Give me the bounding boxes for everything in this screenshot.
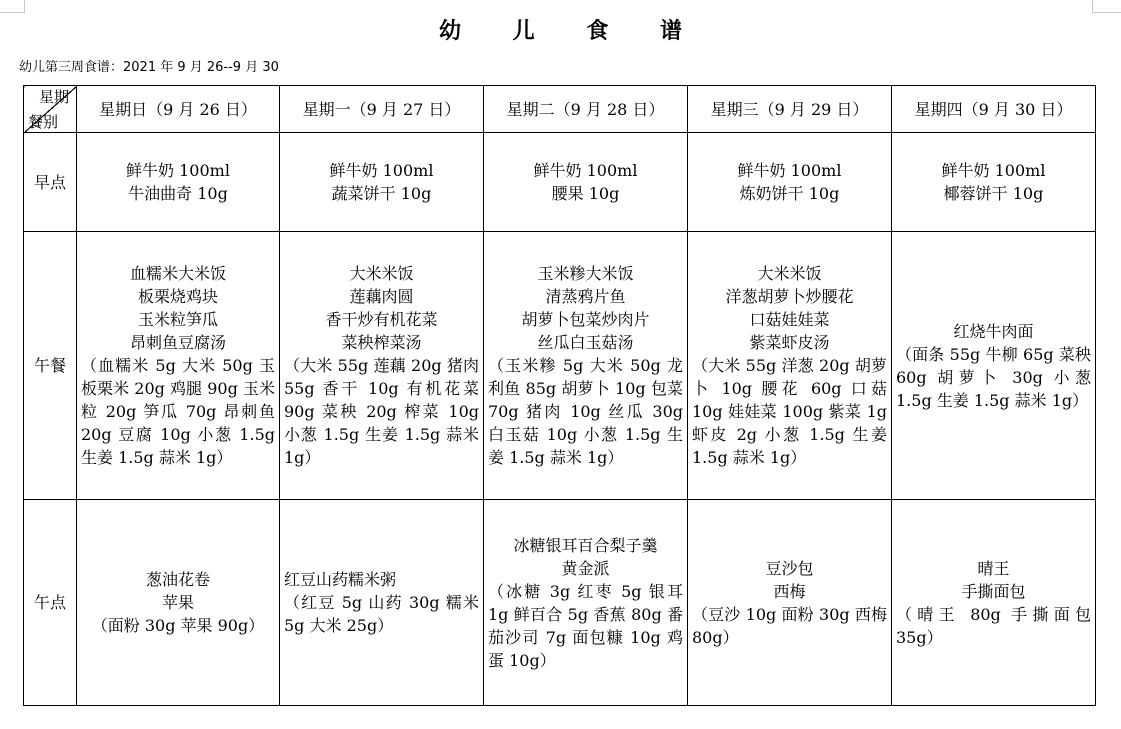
dish-line: 蔬菜饼干 10g: [331, 184, 432, 203]
page-title: 幼 儿 食 谱: [439, 19, 704, 44]
header-row: [24, 86, 1096, 133]
corner-weekday-label: 星期: [38, 88, 69, 106]
dish-line: 晴王: [977, 558, 1010, 578]
dish-line: 清蒸鸦片鱼: [545, 287, 626, 306]
ingredient-detail: （玉米糁 5g 大米 50g 龙利鱼 85g 胡萝卜 10g 包菜 70g 猪肉 10g 丝瓜 30g 白玉菇 10g 小葱 1.5g 生姜 1.5g 蒜米 1g）: [488, 356, 683, 467]
dish-line: 黄金派: [561, 558, 610, 578]
dish-line: 椰蓉饼干 10g: [943, 184, 1044, 203]
meal-label-lunch: 午餐: [24, 232, 77, 500]
menu-cell: [688, 232, 892, 500]
header-corner-cell: [24, 86, 77, 133]
ingredient-detail: （晴王 80g 手撕面包 35g）: [896, 604, 1091, 647]
meal-row-afternoon-snack: [24, 500, 1096, 706]
meal-row-lunch: [24, 232, 1096, 500]
dish-line: 豆沙包: [765, 558, 814, 578]
menu-cell: [484, 133, 688, 232]
menu-cell: [77, 232, 280, 500]
dish-line: 鲜牛奶 100ml: [737, 161, 842, 180]
ingredient-detail: （大米 55g 莲藕 20g 猪肉 55g 香干 10g 有机花菜 90g 菜秧 20g 榨菜 10g 小葱 1.5g 生姜 1.5g 蒜米 1g）: [284, 356, 479, 467]
dish-line: 苹果: [161, 593, 194, 612]
ingredient-detail: （红豆 5g 山药 30g 糯米 5g 大米 25g）: [284, 593, 479, 635]
day-header-thursday: 星期四（9 月 30 日）: [892, 86, 1096, 133]
dish-line: 西梅: [773, 581, 806, 601]
menu-cell: [280, 500, 484, 706]
menu-cell: [688, 500, 892, 706]
day-header-monday: 星期一（9 月 27 日）: [280, 86, 484, 133]
day-header-tuesday: 星期二（9 月 28 日）: [484, 86, 688, 133]
dish-line: 紫菜虾皮汤: [749, 333, 830, 352]
dish-line: 冰糖银耳百合梨子羹: [513, 535, 658, 555]
dish-line: 鲜牛奶 100ml: [941, 161, 1046, 180]
dish-line: 昂刺鱼豆腐汤: [129, 333, 226, 352]
dish-line: 红烧牛肉面: [953, 321, 1034, 341]
menu-cell: [892, 133, 1096, 232]
ingredient-detail: （面粉 30g 苹果 90g）: [91, 616, 265, 635]
ingredient-detail: （血糯米 5g 大米 50g 玉板栗米 20g 鸡腿 90g 玉米粒 20g 笋瓜 70g 昂刺鱼 20g 豆腐 10g 小葱 1.5g 生姜 1.5g 蒜米 1g）: [81, 356, 275, 467]
meal-label-breakfast: 早点: [24, 133, 77, 232]
dish-line: 玉米糁大米饭: [537, 264, 634, 283]
meal-row-breakfast: [24, 133, 1096, 232]
dish-line: 牛油曲奇 10g: [128, 184, 228, 203]
menu-cell: [280, 232, 484, 500]
dish-line: 洋葱胡萝卜炒腰花: [725, 287, 854, 306]
ingredient-detail: （豆沙 10g 面粉 30g 西梅 80g）: [692, 604, 887, 647]
day-header-sunday: 星期日（9 月 26 日）: [77, 86, 280, 133]
dish-line: 鲜牛奶 100ml: [533, 161, 638, 180]
dish-line: 葱油花卷: [145, 570, 210, 589]
dish-line: 红豆山药糯米粥: [284, 570, 397, 589]
dish-line: 口菇娃娃菜: [749, 310, 830, 329]
dish-line: 胡萝卜包菜炒肉片: [521, 310, 650, 329]
day-header-wednesday: 星期三（9 月 29 日）: [688, 86, 892, 133]
dish-line: 大米米饭: [757, 264, 822, 283]
ingredient-detail: （面条 55g 牛柳 65g 菜秧 60g 胡萝卜 30g 小葱 1.5g 生姜 1.5g 蒜米 1g）: [896, 344, 1091, 410]
dish-line: 丝瓜白玉菇汤: [537, 333, 634, 352]
menu-cell: [688, 133, 892, 232]
page-corner-mark-right: [1092, 0, 1121, 13]
menu-cell: [77, 133, 280, 232]
corner-meal-label: 餐别: [28, 113, 59, 131]
menu-cell: [484, 500, 688, 706]
dish-line: 莲藕肉圆: [349, 287, 414, 306]
dish-line: 板栗烧鸡块: [137, 287, 218, 306]
dish-line: 炼奶饼干 10g: [739, 184, 840, 203]
dish-line: 鲜牛奶 100ml: [126, 161, 230, 180]
meal-label-afternoon-snack: 午点: [24, 500, 77, 706]
menu-week-subtitle: 幼儿第三周食谱：2021 年 9 月 26--9 月 30: [19, 60, 279, 75]
menu-cell: [484, 232, 688, 500]
dish-line: 血糯米大米饭: [129, 264, 226, 283]
ingredient-detail: （大米 55g 洋葱 20g 胡萝卜 10g 腰花 60g 口菇 10g 娃娃菜 100g 紫菜 1g 虾皮 2g 小葱 1.5g 生姜 1.5g 蒜米 1g）: [692, 356, 887, 467]
menu-cell: [892, 500, 1096, 706]
menu-table: [23, 85, 1096, 706]
dish-line: 香干炒有机花菜: [325, 310, 438, 329]
ingredient-detail: （冰糖 3g 红枣 5g 银耳 1g 鲜百合 5g 香蕉 80g 番茄沙司 7g 面包糠 10g 鸡蛋 10g）: [488, 581, 683, 670]
dish-line: 手撕面包: [961, 581, 1026, 601]
menu-cell: [280, 133, 484, 232]
menu-cell: [77, 500, 280, 706]
page-corner-mark-left: [0, 0, 25, 13]
dish-line: 菜秧榨菜汤: [341, 333, 422, 352]
dish-line: 玉米粒笋瓜: [137, 310, 218, 329]
dish-line: 腰果 10g: [551, 184, 620, 203]
menu-cell: [892, 232, 1096, 500]
dish-line: 鲜牛奶 100ml: [329, 161, 434, 180]
dish-line: 大米米饭: [349, 264, 414, 283]
